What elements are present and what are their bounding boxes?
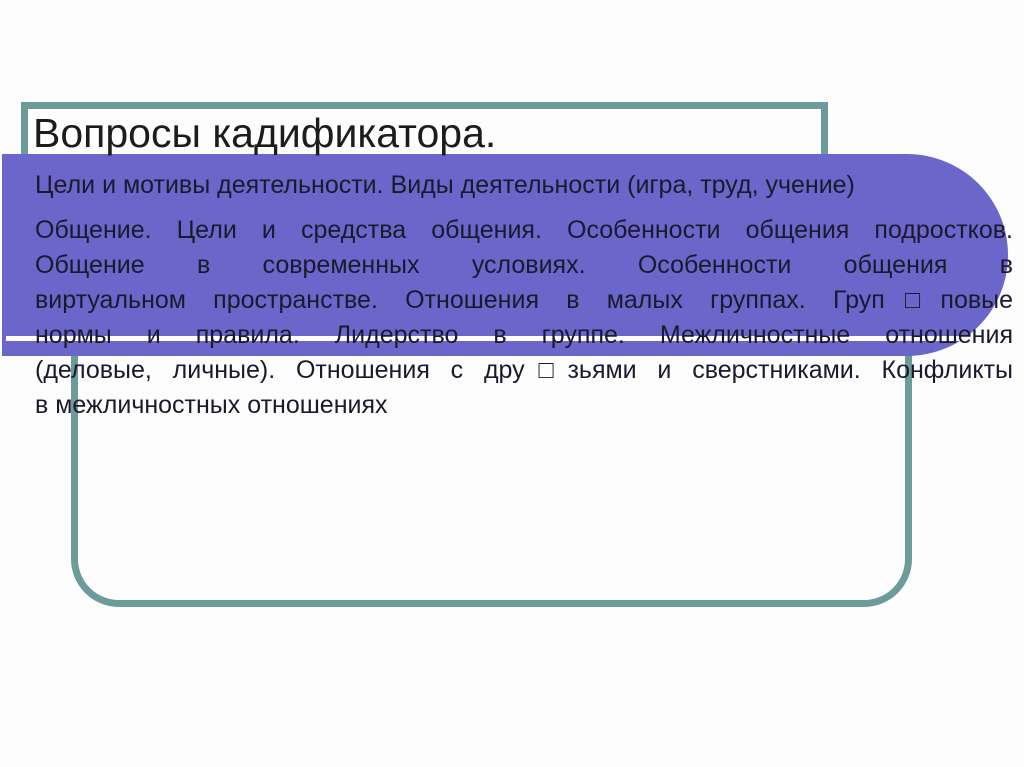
slide-body — [35, 168, 1013, 423]
body-line: нормы и правила. Лидерство в группе. Межличностные отношения — [35, 321, 1013, 349]
body-line: Общение. Цели и средства общения. Особенности общения подростков. — [35, 216, 1013, 244]
body-line: виртуальном пространстве. Отношения в малых группах. Груп□повые — [35, 286, 1013, 314]
body-paragraph-intro: Цели и мотивы деятельности. Виды деятельности (игра, труд, учение) — [35, 171, 855, 199]
body-line: в межличностных отношениях — [35, 391, 388, 419]
body-line: Общение в современных условиях. Особенности общения в — [35, 251, 1013, 279]
slide-title: Вопросы кадификатора. — [33, 110, 497, 156]
body-line: (деловые, личные). Отношения с дру□зьями и сверстниками. Конфликты — [35, 356, 1013, 384]
